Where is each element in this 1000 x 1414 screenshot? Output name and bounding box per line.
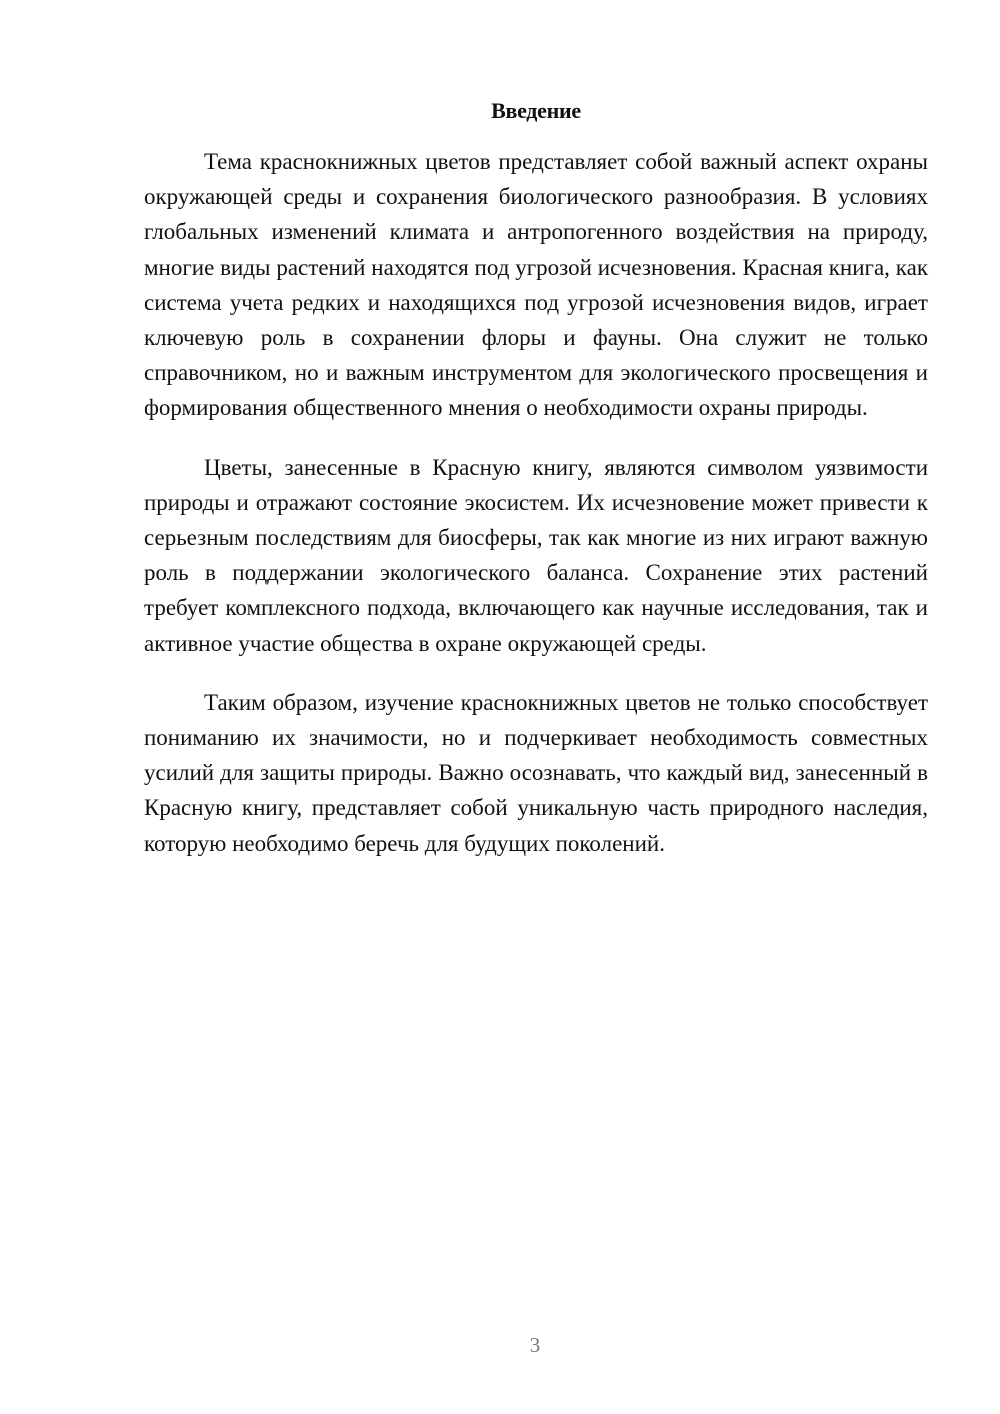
paragraph-1: Тема краснокнижных цветов представляет собой важный аспект охраны окружающей среды и сохранения биологического разнообразия. В условиях глобальных изменений климата и антропогенного воздействия на природу, многие виды растений находятся под угрозой исчезновения. Красная книга, как система учета редких и находящихся под угрозой исчезновения видов, играет ключевую роль в сохранении флоры и фауны. Она служит не только справочником, но и важным инструментом для экологического просвещения и формирования общественного мнения о необходимости охраны природы. <box>144 149 928 421</box>
paragraph-2: Цветы, занесенные в Красную книгу, являются символом уязвимости природы и отражают состояние экосистем. Их исчезновение может привести к серьезным последствиям для биосферы, так как многие из них играют важную роль в поддержании экологического баланса. Сохранение этих растений требует комплексного подхода, включающего как научные исследования, так и активное участие общества в охране окружающей среды. <box>144 454 928 656</box>
section-heading: Введение <box>491 98 581 123</box>
page-number: 3 <box>529 1333 541 1357</box>
paragraph-3: Таким образом, изучение краснокнижных цветов не только способствует пониманию их значимости, но и подчеркивает необходимость совместных усилий для защиты природы. Важно осознавать, что каждый вид, занесенный в Красную книгу, представляет собой уникальную часть природного наследия, которую необходимо беречь для будущих поколений. <box>144 689 928 856</box>
page-content <box>144 96 928 861</box>
